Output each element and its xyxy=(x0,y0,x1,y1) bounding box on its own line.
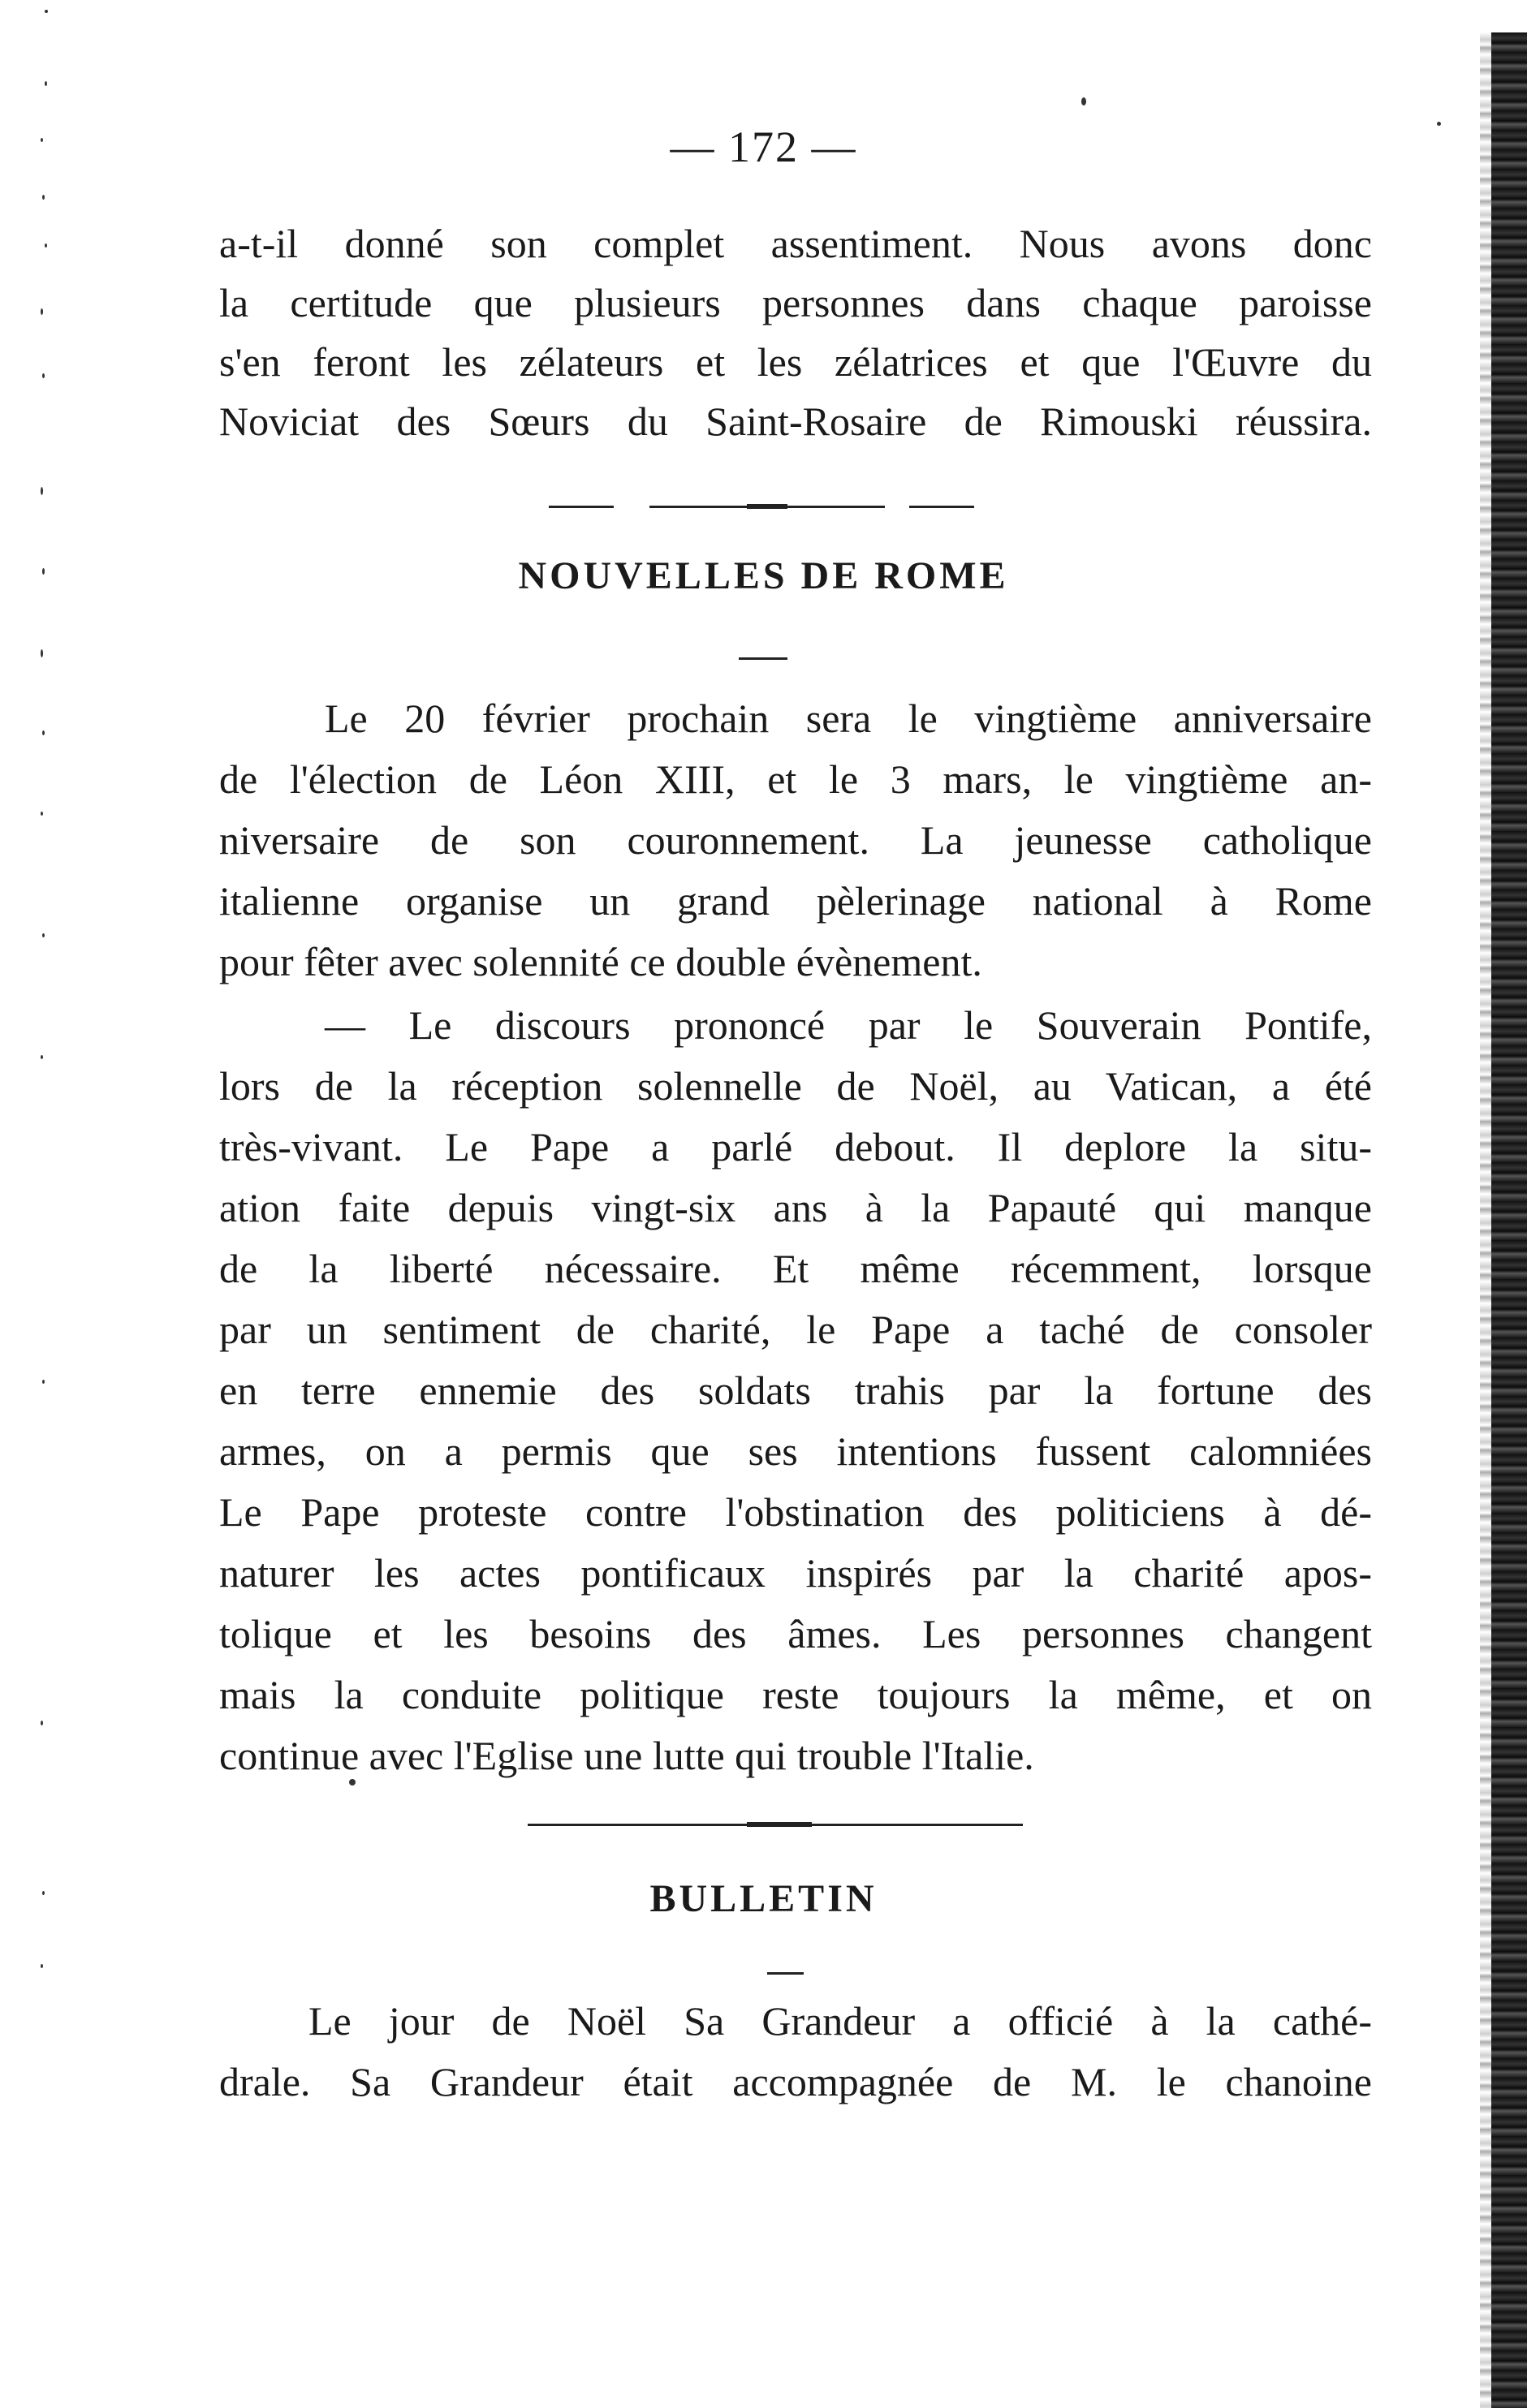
text-line: tolique et les besoins des âmes. Les personnes changent xyxy=(219,1611,1372,1656)
text-line: Le jour de Noël Sa Grandeur a officié à la cathé- xyxy=(308,1998,1372,2044)
section-title-nouvelles-de-rome: NOUVELLES DE ROME xyxy=(518,554,1009,597)
text-line: de la liberté nécessaire. Et même récemment, lorsque xyxy=(219,1246,1372,1291)
section-title-bulletin: BULLETIN xyxy=(649,1877,878,1920)
text-line: a-t-il donné son complet assentiment. Nous avons donc xyxy=(219,221,1372,266)
title-rule xyxy=(739,657,787,660)
text-line: en terre ennemie des soldats trahis par la fortune des xyxy=(219,1368,1372,1413)
text-line: italienne organise un grand pèlerinage national à Rome xyxy=(219,878,1372,924)
book-binding xyxy=(1491,32,1527,2408)
title-rule xyxy=(767,1972,804,1975)
text-line: ation faite depuis vingt-six ans à la Papauté qui manque xyxy=(219,1185,1372,1230)
ink-speck xyxy=(349,1779,356,1786)
text-line: niversaire de son couronnement. La jeunesse catholique xyxy=(219,817,1372,863)
text-line: s'en feront les zélateurs et les zélatrices et que l'Œuvre du xyxy=(219,339,1372,385)
text-line: de l'élection de Léon XIII, et le 3 mars, le vingtième an- xyxy=(219,756,1372,802)
binding-edge xyxy=(1480,32,1491,2408)
text-line: la certitude que plusieurs personnes dans chaque paroisse xyxy=(219,280,1372,325)
text-line: naturer les actes pontificaux inspirés par la charité apos- xyxy=(219,1550,1372,1596)
text-line: mais la conduite politique reste toujours la même, et on xyxy=(219,1672,1372,1717)
page-number: — 172 — xyxy=(670,123,857,171)
text-line: — Le discours prononcé par le Souverain Pontife, xyxy=(325,1002,1372,1048)
text-line: continue avec l'Eglise une lutte qui trouble l'Italie. xyxy=(219,1733,1034,1778)
text-line: lors de la réception solennelle de Noël, au Vatican, a été xyxy=(219,1063,1372,1109)
text-line: pour fêter avec solennité ce double évènement. xyxy=(219,939,982,984)
text-line: drale. Sa Grandeur était accompagnée de M. le chanoine xyxy=(219,2059,1372,2104)
text-line: Le Pape proteste contre l'obstination des politiciens à dé- xyxy=(219,1489,1372,1535)
text-line: Le 20 février prochain sera le vingtième anniversaire xyxy=(325,696,1372,741)
text-line: Noviciat des Sœurs du Saint-Rosaire de Rimouski réussira. xyxy=(219,398,1372,444)
text-line: armes, on a permis que ses intentions fussent calomniées xyxy=(219,1428,1372,1474)
text-line: par un sentiment de charité, le Pape a taché de consoler xyxy=(219,1307,1372,1352)
text-line: très-vivant. Le Pape a parlé debout. Il deplore la situ- xyxy=(219,1124,1372,1170)
